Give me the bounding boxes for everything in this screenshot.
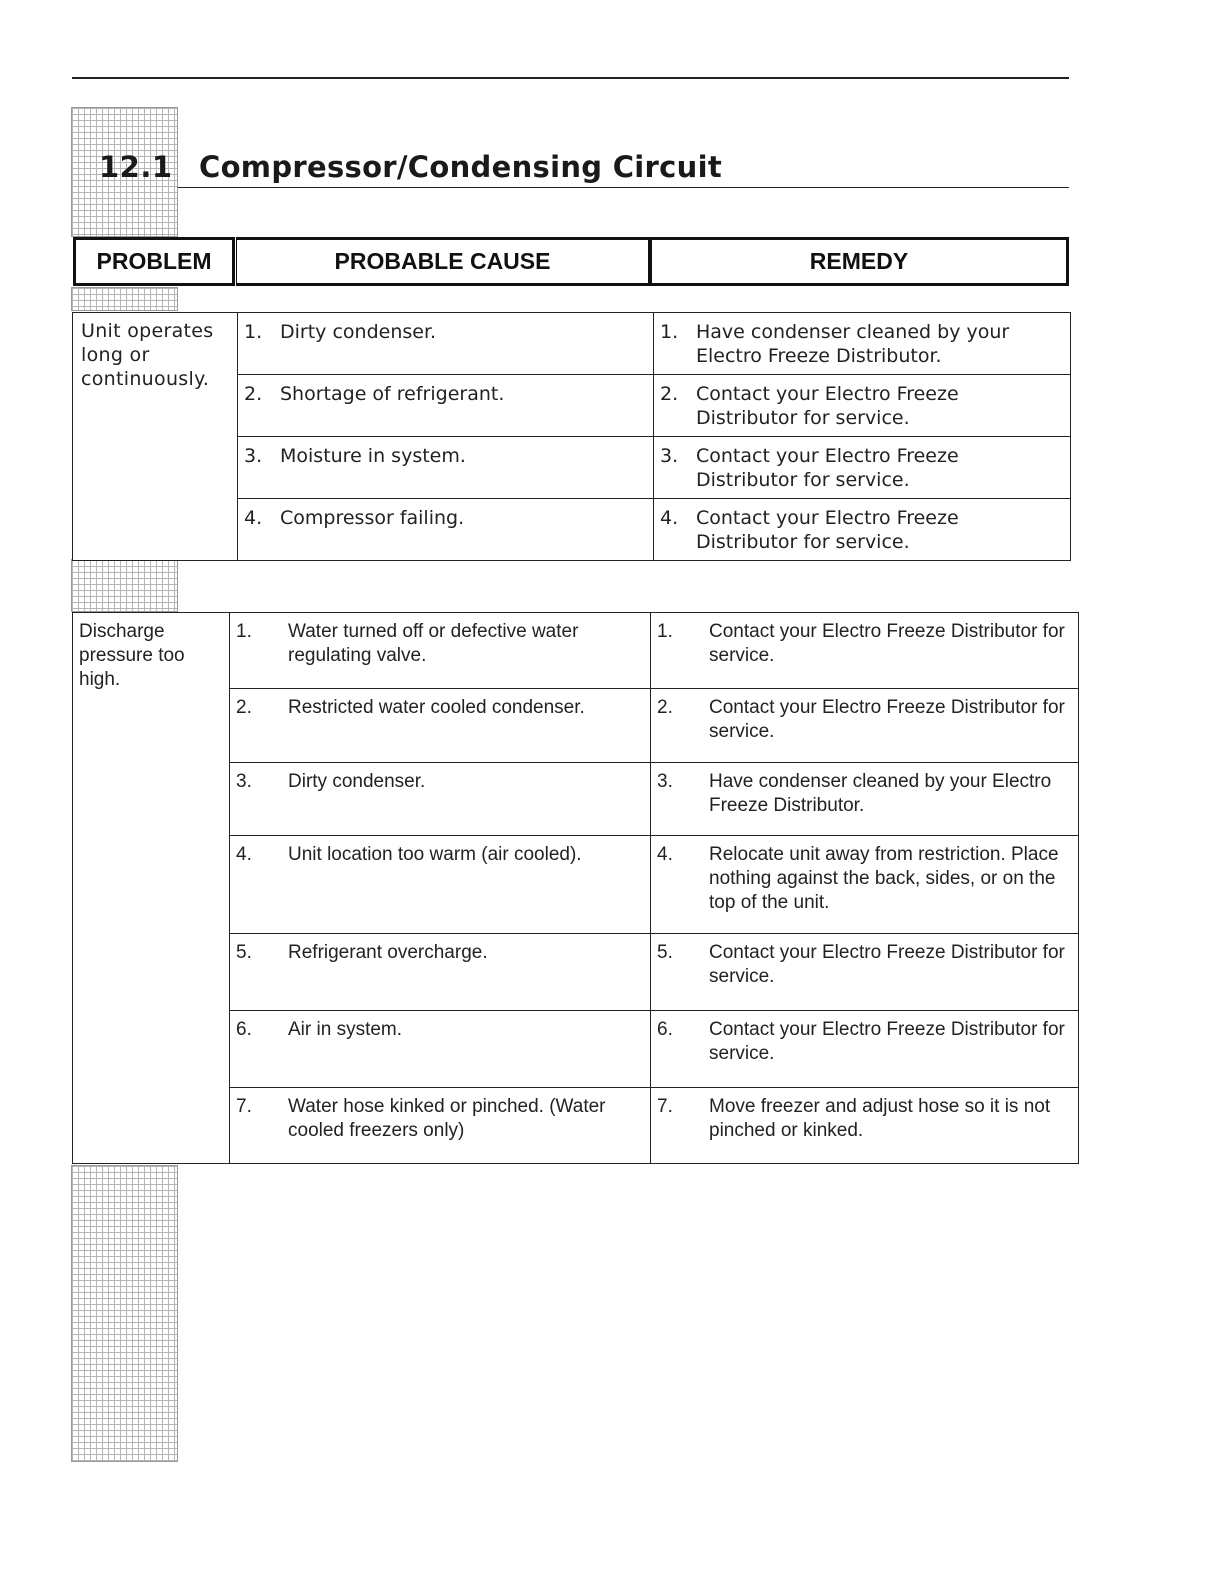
- header-remedy: REMEDY: [651, 237, 1069, 286]
- cause-cell: [230, 836, 651, 934]
- remedy-number: 4.: [660, 507, 679, 529]
- remedy-cell: [654, 313, 1071, 375]
- cause-number: 1.: [244, 321, 263, 343]
- cause-text: Refrigerant overcharge.: [288, 942, 488, 963]
- cause-cell: [238, 375, 654, 437]
- remedy-text: Contact your Electro Freeze Distributor for service.: [696, 445, 959, 491]
- grid-strip-divider-1: [71, 287, 178, 311]
- remedy-cell: [651, 836, 1079, 934]
- troubleshooting-table-discharge-pressure: [72, 612, 1079, 1164]
- remedy-cell: [651, 1088, 1079, 1164]
- cause-cell: [230, 1011, 651, 1088]
- remedy-text: Contact your Electro Freeze Distributor for service.: [709, 621, 1065, 666]
- troubleshooting-table-unit-operates-long: [72, 312, 1071, 561]
- cause-text: Water hose kinked or pinched. (Water cooled freezers only): [288, 1096, 606, 1141]
- cause-number: 4.: [244, 507, 263, 529]
- remedy-number: 2.: [660, 383, 679, 405]
- remedy-cell: [654, 375, 1071, 437]
- remedy-cell: [654, 437, 1071, 499]
- top-rule: [72, 77, 1069, 79]
- remedy-cell: [651, 689, 1079, 763]
- remedy-cell: [651, 763, 1079, 836]
- cause-cell: [238, 313, 654, 375]
- remedy-text: Contact your Electro Freeze Distributor for service.: [709, 1019, 1065, 1064]
- remedy-number: 1.: [660, 321, 679, 343]
- remedy-cell: [651, 613, 1079, 689]
- cause-cell: [230, 934, 651, 1011]
- cause-text: Air in system.: [288, 1019, 403, 1040]
- remedy-text: Contact your Electro Freeze Distributor for service.: [696, 507, 959, 553]
- section-title: Compressor/Condensing Circuit: [199, 150, 722, 184]
- cause-text: Water turned off or defective water regulating valve.: [288, 621, 579, 666]
- remedy-number: 6.: [657, 1019, 673, 1040]
- title-rule: [178, 187, 1069, 188]
- problem-cell: Unit operates long or continuously.: [73, 313, 238, 561]
- table-row: [73, 613, 1079, 689]
- remedy-text: Move freezer and adjust hose so it is not pinched or kinked.: [709, 1096, 1051, 1141]
- section-number: 12.1: [99, 150, 173, 184]
- grid-strip-bottom: [71, 1165, 178, 1462]
- cause-number: 6.: [236, 1019, 252, 1040]
- cause-text: Compressor failing.: [280, 507, 465, 529]
- cause-cell: [230, 1088, 651, 1164]
- remedy-cell: [651, 1011, 1079, 1088]
- remedy-cell: [654, 499, 1071, 561]
- cause-number: 5.: [236, 942, 252, 963]
- cause-number: 2.: [244, 383, 263, 405]
- cause-cell: [230, 689, 651, 763]
- table-row: [73, 313, 1071, 375]
- problem-cell: Discharge pressure too high.: [73, 613, 230, 1164]
- remedy-number: 1.: [657, 621, 673, 642]
- remedy-text: Contact your Electro Freeze Distributor for service.: [696, 383, 959, 429]
- cause-number: 3.: [244, 445, 263, 467]
- cause-text: Unit location too warm (air cooled).: [288, 844, 582, 865]
- cause-number: 7.: [236, 1096, 252, 1117]
- header-probable-cause: PROBABLE CAUSE: [236, 237, 651, 286]
- remedy-text: Have condenser cleaned by your Electro Freeze Distributor.: [709, 771, 1052, 816]
- cause-number: 2.: [236, 697, 252, 718]
- cause-number: 1.: [236, 621, 252, 642]
- header-problem: PROBLEM: [73, 237, 235, 286]
- cause-text: Shortage of refrigerant.: [280, 383, 505, 405]
- cause-text: Dirty condenser.: [280, 321, 437, 343]
- cause-cell: [238, 437, 654, 499]
- cause-text: Moisture in system.: [280, 445, 466, 467]
- remedy-number: 4.: [657, 844, 673, 865]
- remedy-number: 3.: [660, 445, 679, 467]
- cause-cell: [230, 763, 651, 836]
- remedy-text: Contact your Electro Freeze Distributor for service.: [709, 697, 1065, 742]
- cause-number: 3.: [236, 771, 252, 792]
- cause-text: Dirty condenser.: [288, 771, 426, 792]
- remedy-text: Relocate unit away from restriction. Place nothing against the back, sides, or on the top of the unit.: [709, 844, 1059, 913]
- cause-cell: [238, 499, 654, 561]
- remedy-text: Have condenser cleaned by your Electro Freeze Distributor.: [696, 321, 1010, 367]
- grid-strip-divider-2: [71, 559, 178, 612]
- cause-number: 4.: [236, 844, 252, 865]
- cause-cell: [230, 613, 651, 689]
- remedy-cell: [651, 934, 1079, 1011]
- remedy-text: Contact your Electro Freeze Distributor for service.: [709, 942, 1065, 987]
- remedy-number: 5.: [657, 942, 673, 963]
- remedy-number: 2.: [657, 697, 673, 718]
- cause-text: Restricted water cooled condenser.: [288, 697, 585, 718]
- remedy-number: 7.: [657, 1096, 673, 1117]
- remedy-number: 3.: [657, 771, 673, 792]
